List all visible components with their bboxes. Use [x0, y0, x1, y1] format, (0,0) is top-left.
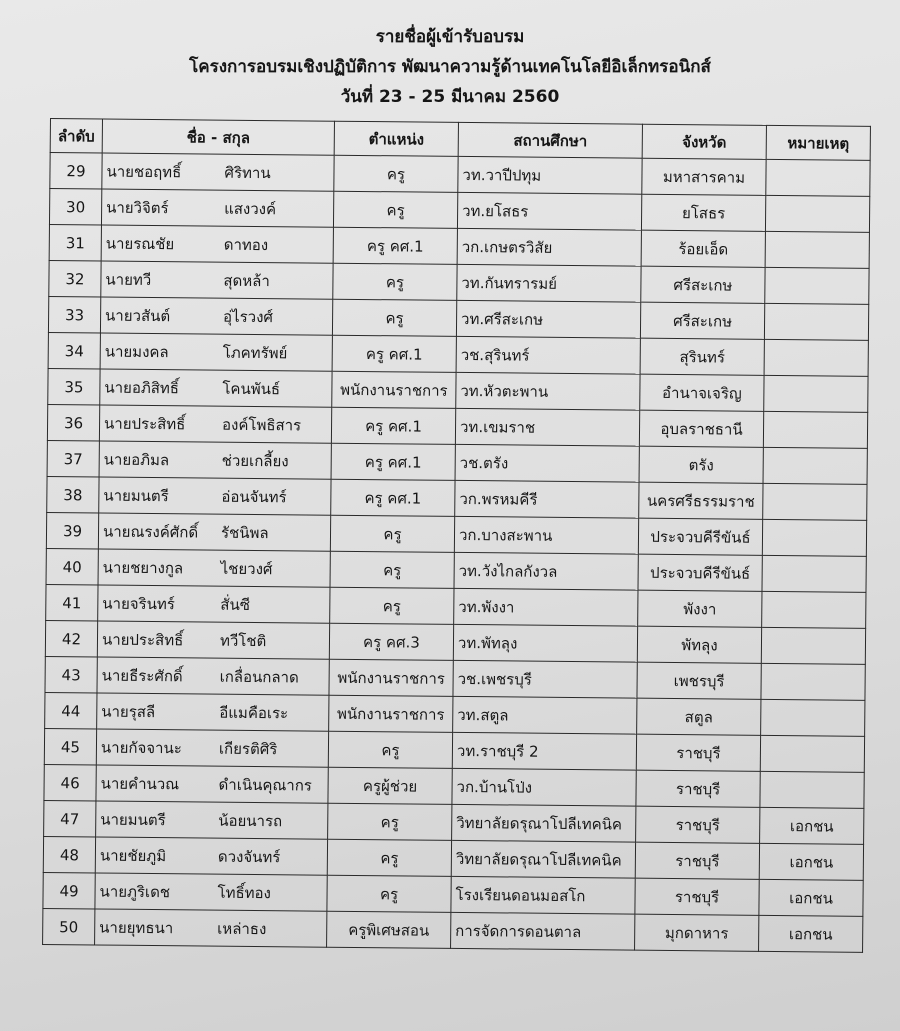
participant-name: [96, 765, 328, 803]
first-name: นายธีระศักดิ์: [101, 666, 183, 685]
row-number: 29: [50, 153, 102, 189]
province-cell: เพชรบุรี: [637, 662, 761, 699]
province-cell: มหาสารคาม: [642, 158, 766, 195]
position-cell: ครู คศ.1: [331, 443, 455, 480]
participant-name: [98, 585, 330, 623]
last-name: เกียรติศิริ: [218, 739, 278, 758]
row-number: 31: [49, 224, 101, 260]
note-cell: [764, 375, 868, 412]
participant-name: [95, 837, 327, 875]
note-cell: [764, 303, 868, 340]
school-cell: วิทยาลัยดรุณาโปลีเทคนิค: [452, 804, 636, 842]
position-cell: พนักงานราชการ: [329, 659, 453, 696]
note-cell: [762, 555, 866, 592]
last-name: ไชยวงศ์: [220, 559, 273, 578]
position-cell: ครู คศ.3: [329, 623, 453, 660]
row-number: 45: [44, 728, 96, 764]
position-cell: ครู: [333, 263, 457, 300]
row-number: 44: [45, 692, 97, 728]
province-cell: อำนาจเจริญ: [640, 374, 764, 411]
column-header-note: หมายเหตุ: [766, 125, 870, 160]
position-cell: ครู: [327, 875, 451, 912]
last-name: ดาทอง: [223, 235, 269, 254]
first-name: นายวสันต์: [105, 306, 171, 325]
province-cell: ตรัง: [639, 446, 763, 483]
position-cell: ครู: [330, 587, 454, 624]
row-number: 50: [43, 908, 95, 944]
last-name: อ่อนจันทร์: [221, 487, 287, 506]
participant-name: [95, 909, 327, 947]
position-cell: ครู คศ.1: [333, 227, 457, 264]
participant-name: [98, 549, 330, 587]
row-number: 49: [43, 872, 95, 908]
participant-name: [99, 405, 331, 443]
row-number: 34: [48, 332, 100, 368]
province-cell: มุกดาหาร: [635, 914, 759, 951]
school-cell: โรงเรียนดอนมอสโก: [451, 876, 635, 914]
school-cell: วท.พังงา: [454, 588, 638, 626]
province-cell: ราชบุรี: [636, 806, 760, 843]
school-cell: การจัดการดอนตาล: [451, 912, 635, 950]
school-cell: วช.เพชรบุรี: [453, 660, 637, 698]
last-name: ทวีโชติ: [219, 631, 267, 650]
school-cell: วท.เขมราช: [455, 408, 639, 446]
participant-name: [97, 693, 329, 731]
school-cell: วท.ราชบุรี 2: [452, 732, 636, 770]
last-name: องค์โพธิสาร: [221, 415, 302, 434]
first-name: นายณรงค์ศักดิ์: [102, 522, 199, 541]
school-cell: วก.พรหมคีรี: [455, 480, 639, 518]
participant-name: [100, 297, 332, 335]
first-name: นายทวี: [105, 270, 152, 289]
position-cell: ครู: [327, 839, 451, 876]
row-number: 42: [45, 620, 97, 656]
province-cell: ศรีสะเกษ: [640, 302, 764, 339]
first-name: นายประสิทธิ์: [103, 414, 186, 433]
row-number: 35: [48, 368, 100, 404]
school-cell: วช.สุรินทร์: [456, 336, 640, 374]
position-cell: ครู คศ.1: [331, 407, 455, 444]
row-number: 36: [47, 404, 99, 440]
table-body: [43, 153, 871, 953]
row-number: 33: [48, 296, 100, 332]
participant-name: [102, 153, 334, 191]
participant-table: [42, 118, 871, 953]
province-cell: ศรีสะเกษ: [641, 266, 765, 303]
row-number: 41: [46, 584, 98, 620]
school-cell: วก.บางสะพาน: [454, 516, 638, 554]
last-name: ช่วยเกลี้ยง: [221, 451, 289, 470]
first-name: นายคำนวณ: [100, 774, 180, 793]
column-header-name: ชื่อ - สกุล: [102, 119, 334, 155]
column-header-province: จังหวัด: [642, 124, 766, 159]
province-cell: ประจวบคีรีขันธ์: [638, 518, 762, 555]
note-cell: [762, 591, 866, 628]
note-cell: เอกชน: [759, 843, 863, 880]
note-cell: [763, 447, 867, 484]
first-name: นายกัจจานะ: [100, 738, 182, 757]
row-number: 39: [46, 512, 98, 548]
province-cell: สตูล: [637, 698, 761, 735]
note-cell: [761, 699, 865, 736]
column-header-position: ตำแหน่ง: [334, 121, 458, 156]
last-name: แสงวงค์: [224, 199, 277, 218]
position-cell: ครู: [333, 191, 457, 228]
first-name: นายรุสลี: [101, 702, 156, 721]
province-cell: ราชบุรี: [635, 878, 759, 915]
note-cell: [765, 267, 869, 304]
first-name: นายมนตรี: [103, 486, 169, 505]
note-cell: [761, 663, 865, 700]
last-name: อุ่ไรวงศ์: [223, 307, 274, 326]
position-cell: ครู: [330, 551, 454, 588]
last-name: โภคทรัพย์: [222, 343, 288, 362]
school-cell: วท.วาปีปทุม: [458, 156, 642, 194]
last-name: รัชนิพล: [220, 523, 269, 542]
participant-name: [95, 873, 327, 911]
participant-name: [100, 333, 332, 371]
row-number: 32: [49, 260, 101, 296]
participant-name: [97, 657, 329, 695]
province-cell: ราชบุรี: [636, 734, 760, 771]
position-cell: ครู: [330, 515, 454, 552]
note-cell: [760, 771, 864, 808]
last-name: ศิริทาน: [224, 163, 271, 182]
province-cell: อุบลราชธานี: [639, 410, 763, 447]
province-cell: ร้อยเอ็ด: [641, 230, 765, 267]
province-cell: นครศรีธรรมราช: [639, 482, 763, 519]
school-cell: วท.หัวตะพาน: [456, 372, 640, 410]
note-cell: [760, 735, 864, 772]
school-cell: วก.เกษตรวิสัย: [457, 228, 641, 266]
participant-name: [99, 477, 331, 515]
position-cell: พนักงานราชการ: [332, 371, 456, 408]
position-cell: ครู คศ.1: [331, 479, 455, 516]
position-cell: ครู: [332, 299, 456, 336]
first-name: นายมนตรี: [100, 810, 166, 829]
last-name: น้อยนารถ: [218, 811, 283, 830]
first-name: นายประสิทธิ์: [101, 630, 184, 649]
first-name: นายชอฤทธิ์: [106, 162, 182, 181]
school-cell: วท.วังไกลกังวล: [454, 552, 638, 590]
position-cell: ครู: [328, 731, 452, 768]
province-cell: ราชบุรี: [636, 770, 760, 807]
position-cell: ครู คศ.1: [332, 335, 456, 372]
position-cell: ครู: [328, 803, 452, 840]
last-name: อีแมคือเระ: [219, 703, 289, 722]
note-cell: [761, 627, 865, 664]
position-cell: ครูผู้ช่วย: [328, 767, 452, 804]
row-number: 37: [47, 440, 99, 476]
participant-name: [96, 729, 328, 767]
school-cell: วท.สตูล: [453, 696, 637, 734]
project-name: โครงการอบรมเชิงปฏิบัติการ พัฒนาความรู้ด้านเทคโนโลยีอิเล็กทรอนิกส์: [189, 57, 711, 77]
note-cell: เอกชน: [760, 807, 864, 844]
first-name: นายอภิสิทธิ์: [104, 378, 180, 397]
last-name: ดวงจันทร์: [217, 847, 281, 866]
note-cell: [765, 231, 869, 268]
note-cell: เอกชน: [759, 915, 863, 952]
first-name: นายยุทธนา: [99, 918, 174, 937]
school-cell: วท.พัทลุง: [453, 624, 637, 662]
note-cell: [766, 159, 870, 196]
province-cell: ประจวบคีรีขันธ์: [638, 554, 762, 591]
last-name: โคนพันธ์: [222, 379, 281, 398]
school-cell: วก.บ้านโป่ง: [452, 768, 636, 806]
province-cell: ราชบุรี: [635, 842, 759, 879]
first-name: นายจรินทร์: [102, 594, 175, 613]
province-cell: พังงา: [638, 590, 762, 627]
school-cell: วท.ศรีสะเกษ: [456, 300, 640, 338]
row-number: 48: [43, 836, 95, 872]
row-number: 38: [47, 476, 99, 512]
first-name: นายอภิมล: [103, 450, 170, 469]
last-name: ดำเนินคุณากร: [218, 775, 313, 795]
document-title: รายชื่อผู้เข้ารับอบรม: [375, 27, 525, 47]
first-name: นายชัยภูมิ: [99, 846, 167, 865]
participant-name: [101, 225, 333, 263]
last-name: สั่นซี: [220, 595, 251, 614]
participant-name: [97, 621, 329, 659]
school-cell: วท.ยโสธร: [457, 192, 641, 230]
participant-name: [101, 261, 333, 299]
first-name: นายภูริเดช: [99, 882, 171, 901]
column-header-no: ลำดับ: [50, 119, 102, 153]
note-cell: [762, 519, 866, 556]
position-cell: ครู: [334, 155, 458, 192]
province-cell: ยโสธร: [641, 194, 765, 231]
note-cell: [763, 483, 867, 520]
participant-name: [96, 801, 328, 839]
participant-name: [100, 369, 332, 407]
last-name: สุดหล้า: [223, 271, 270, 290]
last-name: เหล่าธง: [217, 919, 267, 938]
column-header-school: สถานศึกษา: [458, 122, 642, 158]
school-cell: วิทยาลัยดรุณาโปลีเทคนิค: [451, 840, 635, 878]
note-cell: [763, 411, 867, 448]
row-number: 40: [46, 548, 98, 584]
first-name: นายรณชัย: [105, 234, 175, 253]
province-cell: พัทลุง: [637, 626, 761, 663]
first-name: นายวิจิตร์: [106, 198, 169, 217]
school-cell: วช.ตรัง: [455, 444, 639, 482]
participant-name: [101, 189, 333, 227]
note-cell: [764, 339, 868, 376]
last-name: โทธิ์ทอง: [217, 883, 271, 902]
first-name: นายมงคล: [104, 342, 169, 361]
position-cell: พนักงานราชการ: [329, 695, 453, 732]
participant-name: [98, 513, 330, 551]
table-row: [43, 908, 863, 952]
row-number: 46: [44, 764, 96, 800]
document-heading: [0, 22, 900, 112]
note-cell: เอกชน: [759, 879, 863, 916]
row-number: 30: [49, 189, 101, 225]
position-cell: ครูพิเศษสอน: [327, 911, 451, 948]
note-cell: [765, 195, 869, 232]
province-cell: สุรินทร์: [640, 338, 764, 375]
first-name: นายชยางกูล: [102, 558, 184, 577]
training-dates: วันที่ 23 - 25 มีนาคม 2560: [340, 87, 560, 107]
row-number: 47: [44, 800, 96, 836]
school-cell: วท.กันทรารมย์: [457, 264, 641, 302]
participant-name: [99, 441, 331, 479]
row-number: 43: [45, 656, 97, 692]
last-name: เกลื่อนกลาด: [219, 667, 299, 686]
